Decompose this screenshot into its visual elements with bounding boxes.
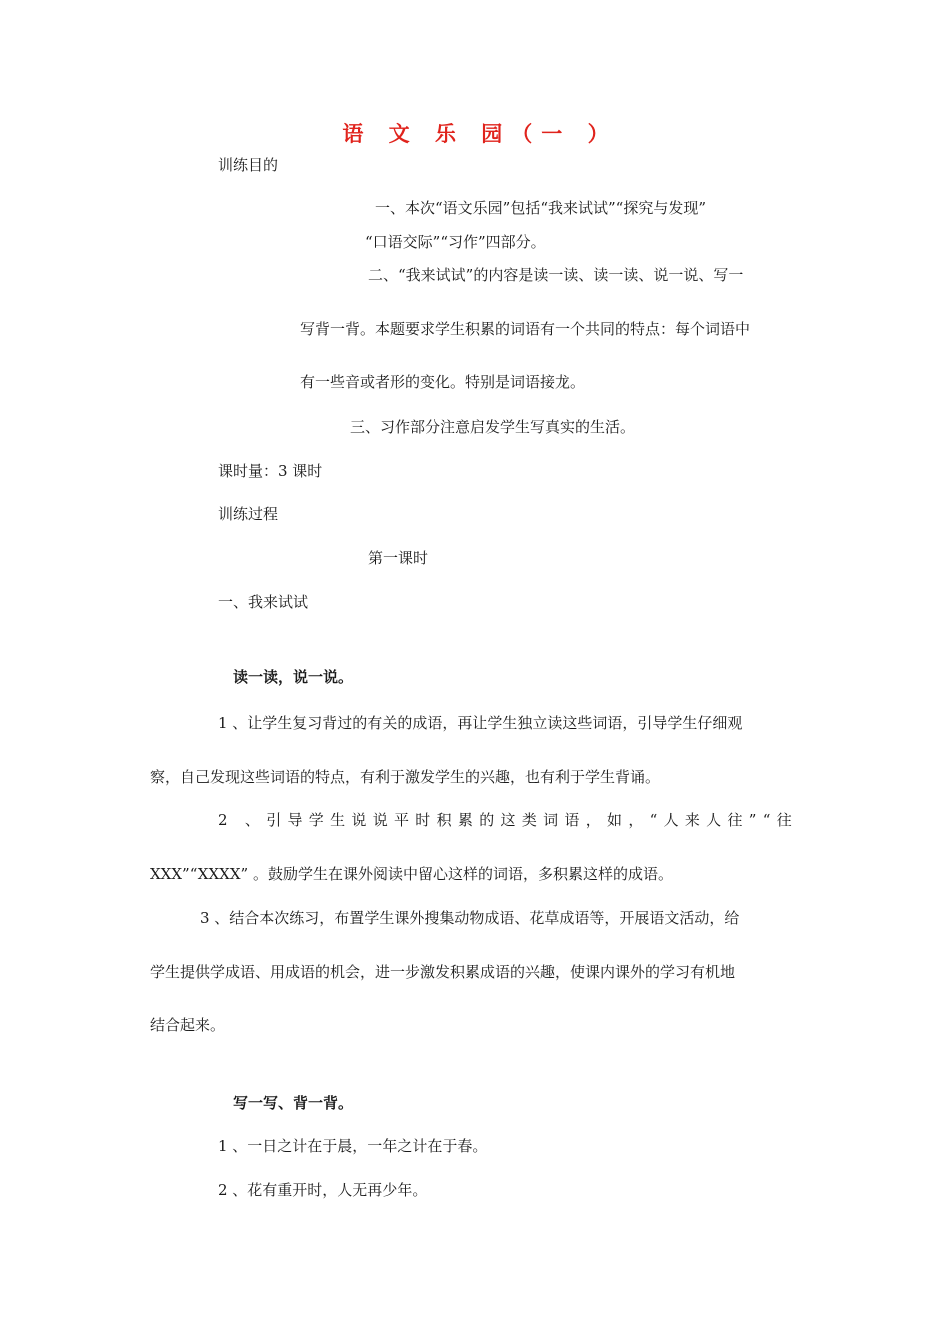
objective-heading: 训练目的 (218, 156, 279, 174)
objective-2-line-1: 二、“我来试试”的内容是读一读、读一读、说一说、写一 (368, 266, 744, 284)
read-item-3-line-2: 学生提供学成语、用成语的机会，进一步激发积累成语的兴趣，使课内课外的学习有机地 (150, 963, 736, 981)
section-one-heading: 一、我来试试 (218, 593, 309, 611)
read-item-3-line-1: 3 、结合本次练习，布置学生课外搜集动物成语、花草成语等，开展语文活动，给 (200, 909, 740, 927)
read-item-2-line-1: 2 、引导学生说说平时积累的这类词语，如，“人来人往”“往 (218, 811, 799, 829)
objective-1-line-1: 一、本次“语文乐园”包括“我来试试”“探究与发现” (375, 199, 707, 217)
write-item-2: 2 、花有重开时，人无再少年。 (218, 1181, 428, 1199)
document-title: 语 文 乐 园（一 ） (342, 121, 618, 146)
read-item-1-line-2: 察，自己发现这些词语的特点，有利于激发学生的兴趣，也有利于学生背诵。 (150, 768, 661, 786)
subheading-write-recite: 写一写、背一背。 (233, 1094, 354, 1112)
objective-2-line-3: 有一些音或者形的变化。特别是词语接龙。 (300, 373, 586, 391)
class-hours: 课时量：3 课时 (218, 462, 323, 480)
process-heading: 训练过程 (218, 505, 279, 523)
objective-3: 三、习作部分注意启发学生写真实的生活。 (350, 418, 636, 436)
objective-2-line-2: 写背一背。本题要求学生积累的词语有一个共同的特点：每个词语中 (300, 320, 751, 338)
read-item-2-line-2: XXX”“XXXX” 。鼓励学生在课外阅读中留心这样的词语，多积累这样的成语。 (150, 865, 673, 883)
read-item-1-line-1: 1 、让学生复习背过的有关的成语，再让学生独立读这些词语，引导学生仔细观 (218, 714, 743, 732)
subheading-read-say: 读一读，说一说。 (233, 668, 354, 686)
write-item-1: 1 、一日之计在于晨，一年之计在于春。 (218, 1137, 488, 1155)
lesson-heading: 第一课时 (368, 549, 429, 567)
objective-1-line-2: “口语交际”“习作”四部分。 (365, 233, 546, 251)
read-item-3-line-3: 结合起来。 (150, 1016, 226, 1034)
